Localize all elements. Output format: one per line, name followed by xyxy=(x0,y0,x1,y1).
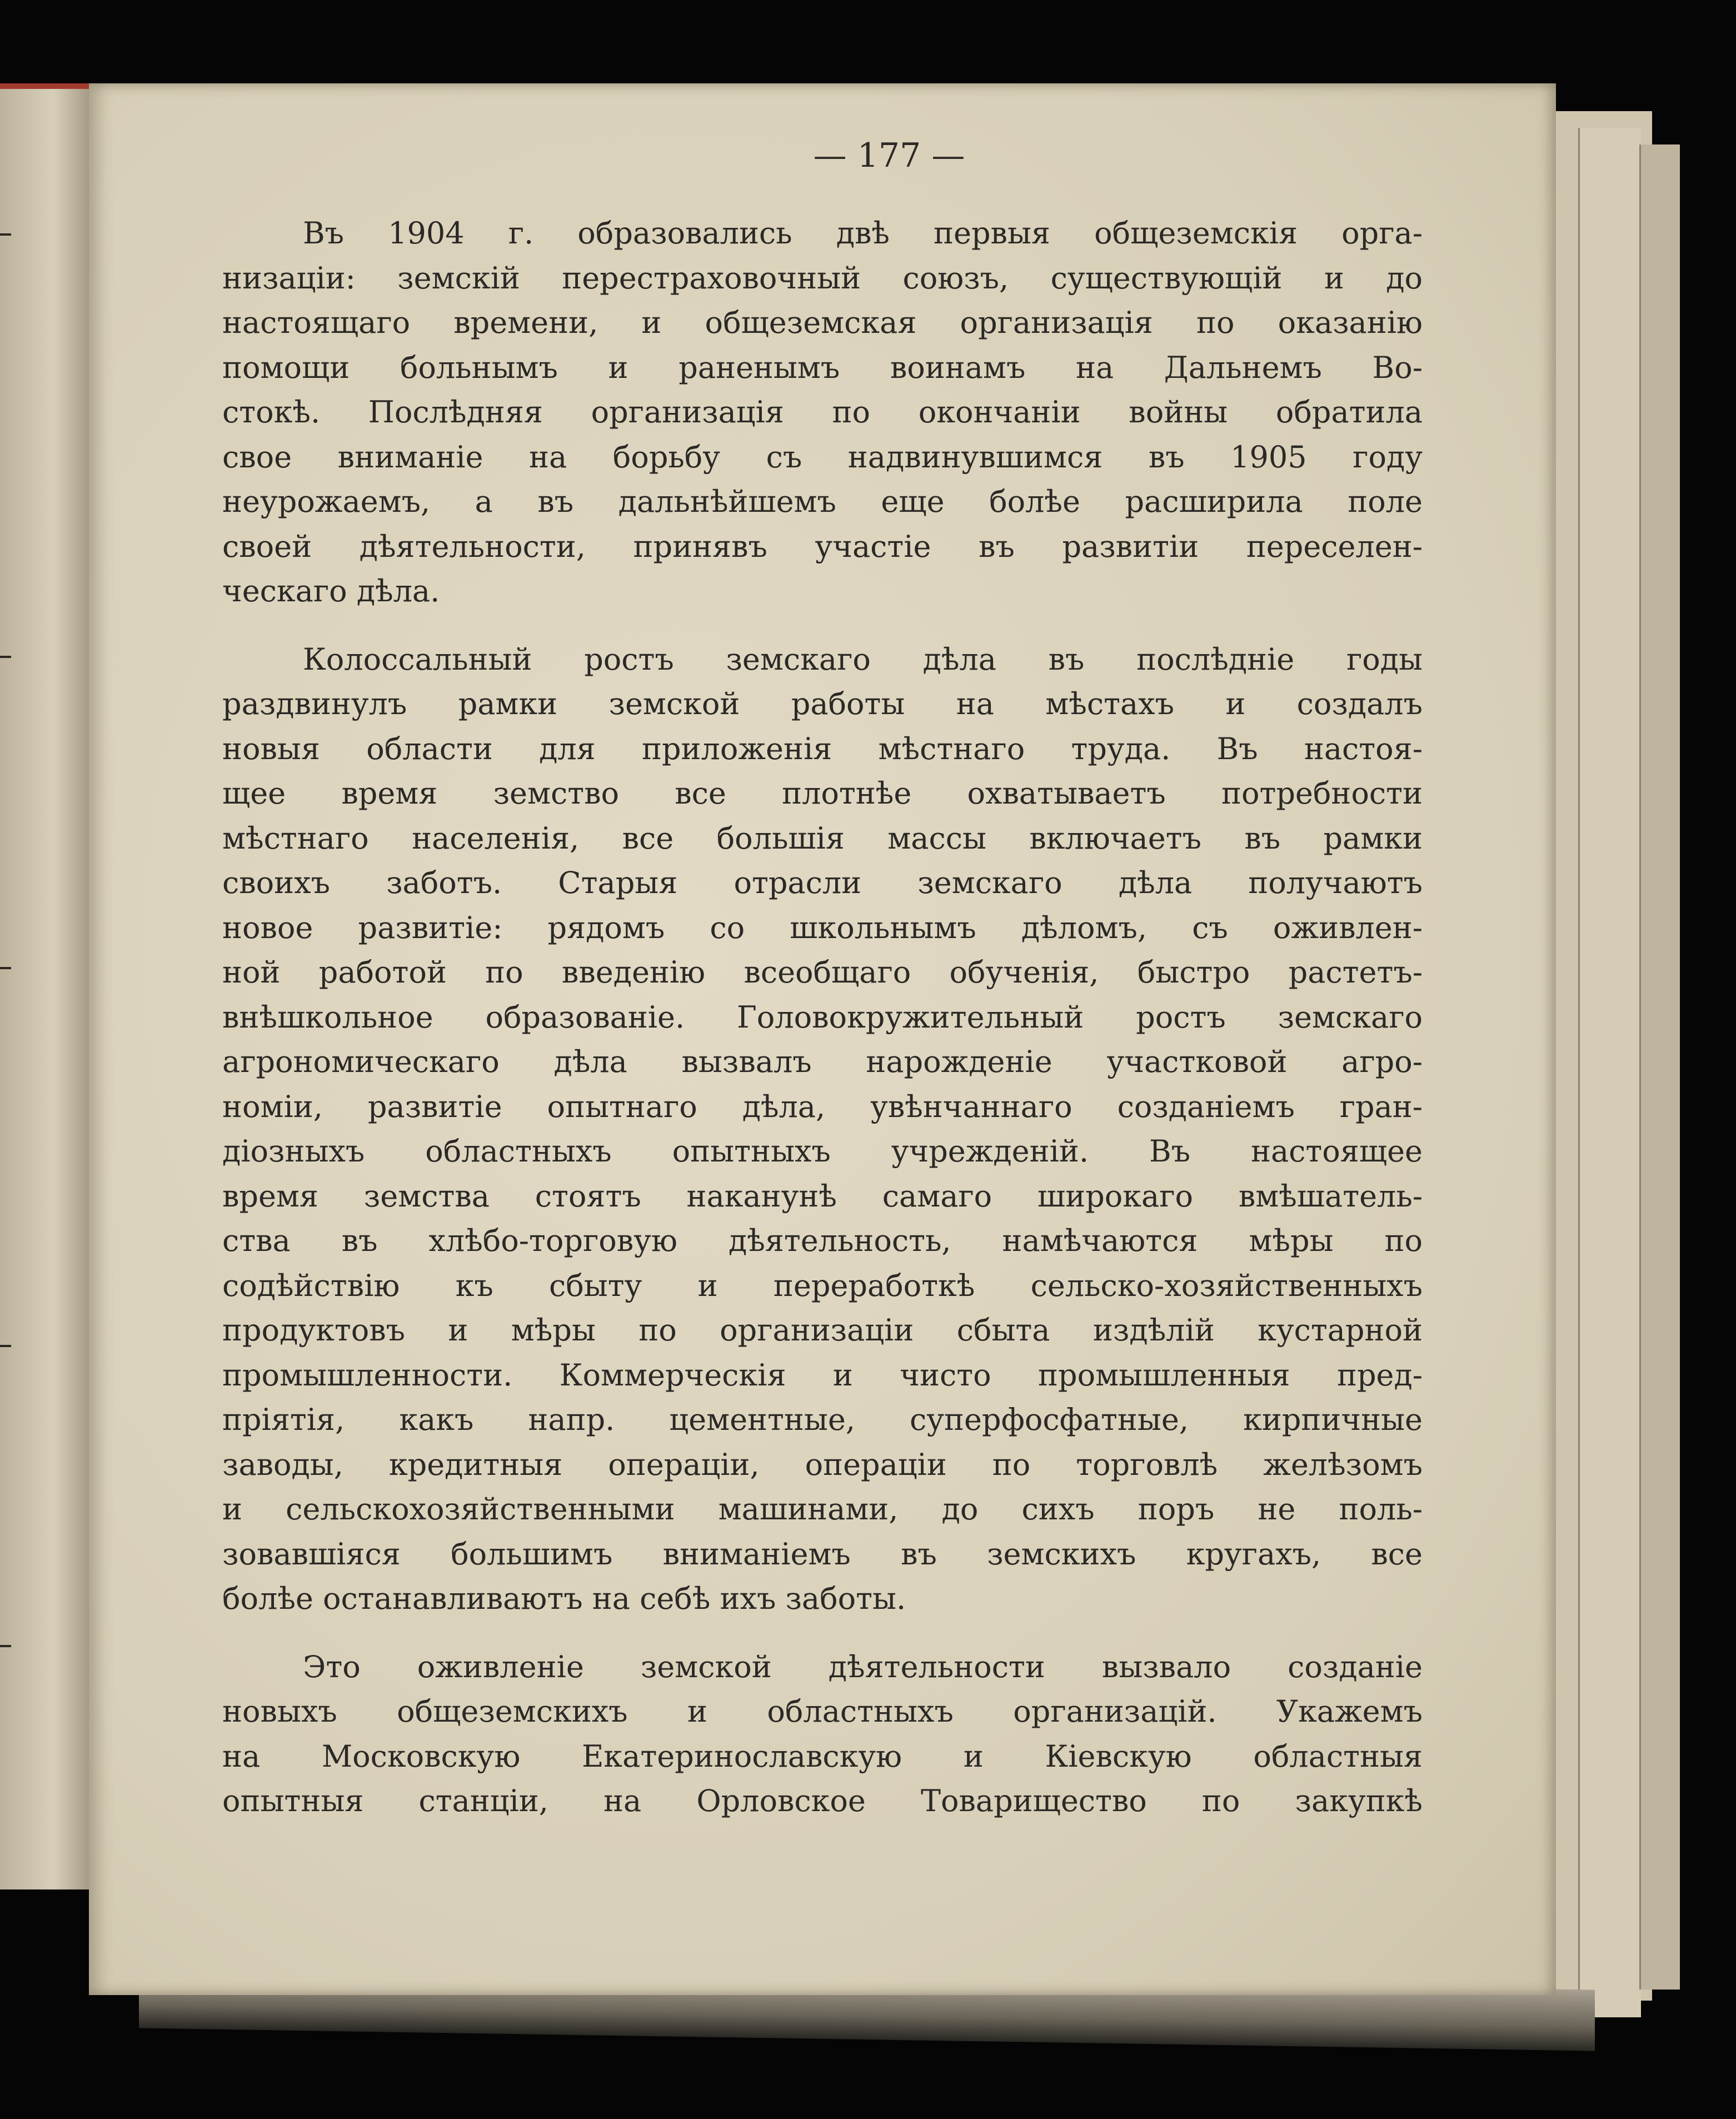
text-line: Въ 1904 г. образовались двѣ первыя общеземскія орга- xyxy=(303,216,1423,251)
text-line: новыя области для приложенія мѣстнаго труда. Въ настоя- xyxy=(222,731,1423,766)
text-line: зовавшіяся большимъ вниманіемъ въ земскихъ кругахъ, все xyxy=(222,1536,1423,1572)
text-line: неурожаемъ, а въ дальнѣйшемъ еще болѣе расширила поле xyxy=(222,484,1423,519)
text-line: продуктовъ и мѣры по организаціи сбыта издѣлій кустарной xyxy=(222,1313,1423,1348)
page-stack-edge xyxy=(1639,144,1680,1990)
text-line: новыхъ общеземскихъ и областныхъ организацій. Укажемъ xyxy=(222,1694,1423,1729)
text-line: промышленности. Коммерческія и чисто промышленныя пред- xyxy=(222,1357,1423,1393)
text-line: діозныхъ областныхъ опытныхъ учрежденій. Въ настоящее xyxy=(222,1134,1423,1169)
text-line: номіи, развитіе опытнаго дѣла, увѣнчаннаго созданіемъ гран- xyxy=(222,1089,1423,1124)
text-line: ства въ хлѣбо-торговую дѣятельность, намѣчаются мѣры по xyxy=(222,1223,1423,1258)
text-line: Колоссальный ростъ земскаго дѣла въ послѣдніе годы xyxy=(303,641,1423,677)
text-line: агрономическаго дѣла вызвалъ нарожденіе участковой агро- xyxy=(222,1044,1423,1079)
paragraph-2 xyxy=(222,637,1423,1622)
previous-page-edge xyxy=(0,83,97,1889)
page-number: — 177 — xyxy=(813,136,965,175)
text-line: настоящаго времени, и общеземская организація по оказанію xyxy=(222,305,1423,340)
text-line: пріятія, какъ напр. цементные, суперфосфатные, кирпичные xyxy=(222,1402,1423,1437)
text-line: на Московскую Екатеринославскую и Кіевскую областныя xyxy=(222,1738,1423,1774)
text-line: новое развитіе: рядомъ со школьнымъ дѣломъ, съ оживлен- xyxy=(222,910,1423,945)
text-line: ной работой по введенію всеобщаго обученія, быстро растетъ- xyxy=(222,955,1423,990)
text-line: щее время земство все плотнѣе охватываетъ потребности xyxy=(222,776,1423,811)
text-line: раздвинулъ рамки земской работы на мѣстахъ и создалъ xyxy=(222,686,1423,721)
text-line: болѣе останавливаютъ на себѣ ихъ заботы. xyxy=(222,1581,906,1616)
text-line: внѣшкольное образованіе. Головокружительный ростъ земскаго xyxy=(222,999,1423,1035)
text-line: свое вниманіе на борьбу съ надвинувшимся въ 1905 году xyxy=(222,439,1423,475)
text-line: ческаго дѣла. xyxy=(222,574,440,609)
text-line: заводы, кредитныя операціи, операціи по торговлѣ желѣзомъ xyxy=(222,1447,1423,1482)
paragraph-1 xyxy=(222,211,1423,614)
book-page xyxy=(89,83,1556,1995)
text-line: низаціи: земскій перестраховочный союзъ, существующій и до xyxy=(222,260,1423,296)
text-line: опытныя станціи, на Орловское Товарищество по закупкѣ xyxy=(222,1783,1423,1818)
paragraph-3 xyxy=(222,1645,1423,1824)
text-line: Это оживленіе земской дѣятельности вызвало созданіе xyxy=(303,1649,1423,1684)
text-line: помощи больнымъ и раненымъ воинамъ на Дальнемъ Во- xyxy=(222,350,1423,385)
page-text xyxy=(222,211,1423,1824)
text-line: своей дѣятельности, принявъ участіе въ развитіи переселен- xyxy=(222,528,1423,564)
text-line: своихъ заботъ. Старыя отрасли земскаго дѣла получаютъ xyxy=(222,865,1423,900)
text-line: время земства стоятъ наканунѣ самаго широкаго вмѣшатель- xyxy=(222,1178,1423,1214)
text-line: содѣйствію къ сбыту и переработкѣ сельско-хозяйственныхъ xyxy=(222,1268,1423,1303)
text-line: мѣстнаго населенія, все большія массы включаетъ въ рамки xyxy=(222,820,1423,856)
page-stack-edge xyxy=(1578,128,1641,2017)
text-line: и сельскохозяйственными машинами, до сихъ поръ не поль- xyxy=(222,1492,1423,1527)
text-line: стокѣ. Послѣдняя организація по окончаніи войны обратила xyxy=(222,395,1423,430)
